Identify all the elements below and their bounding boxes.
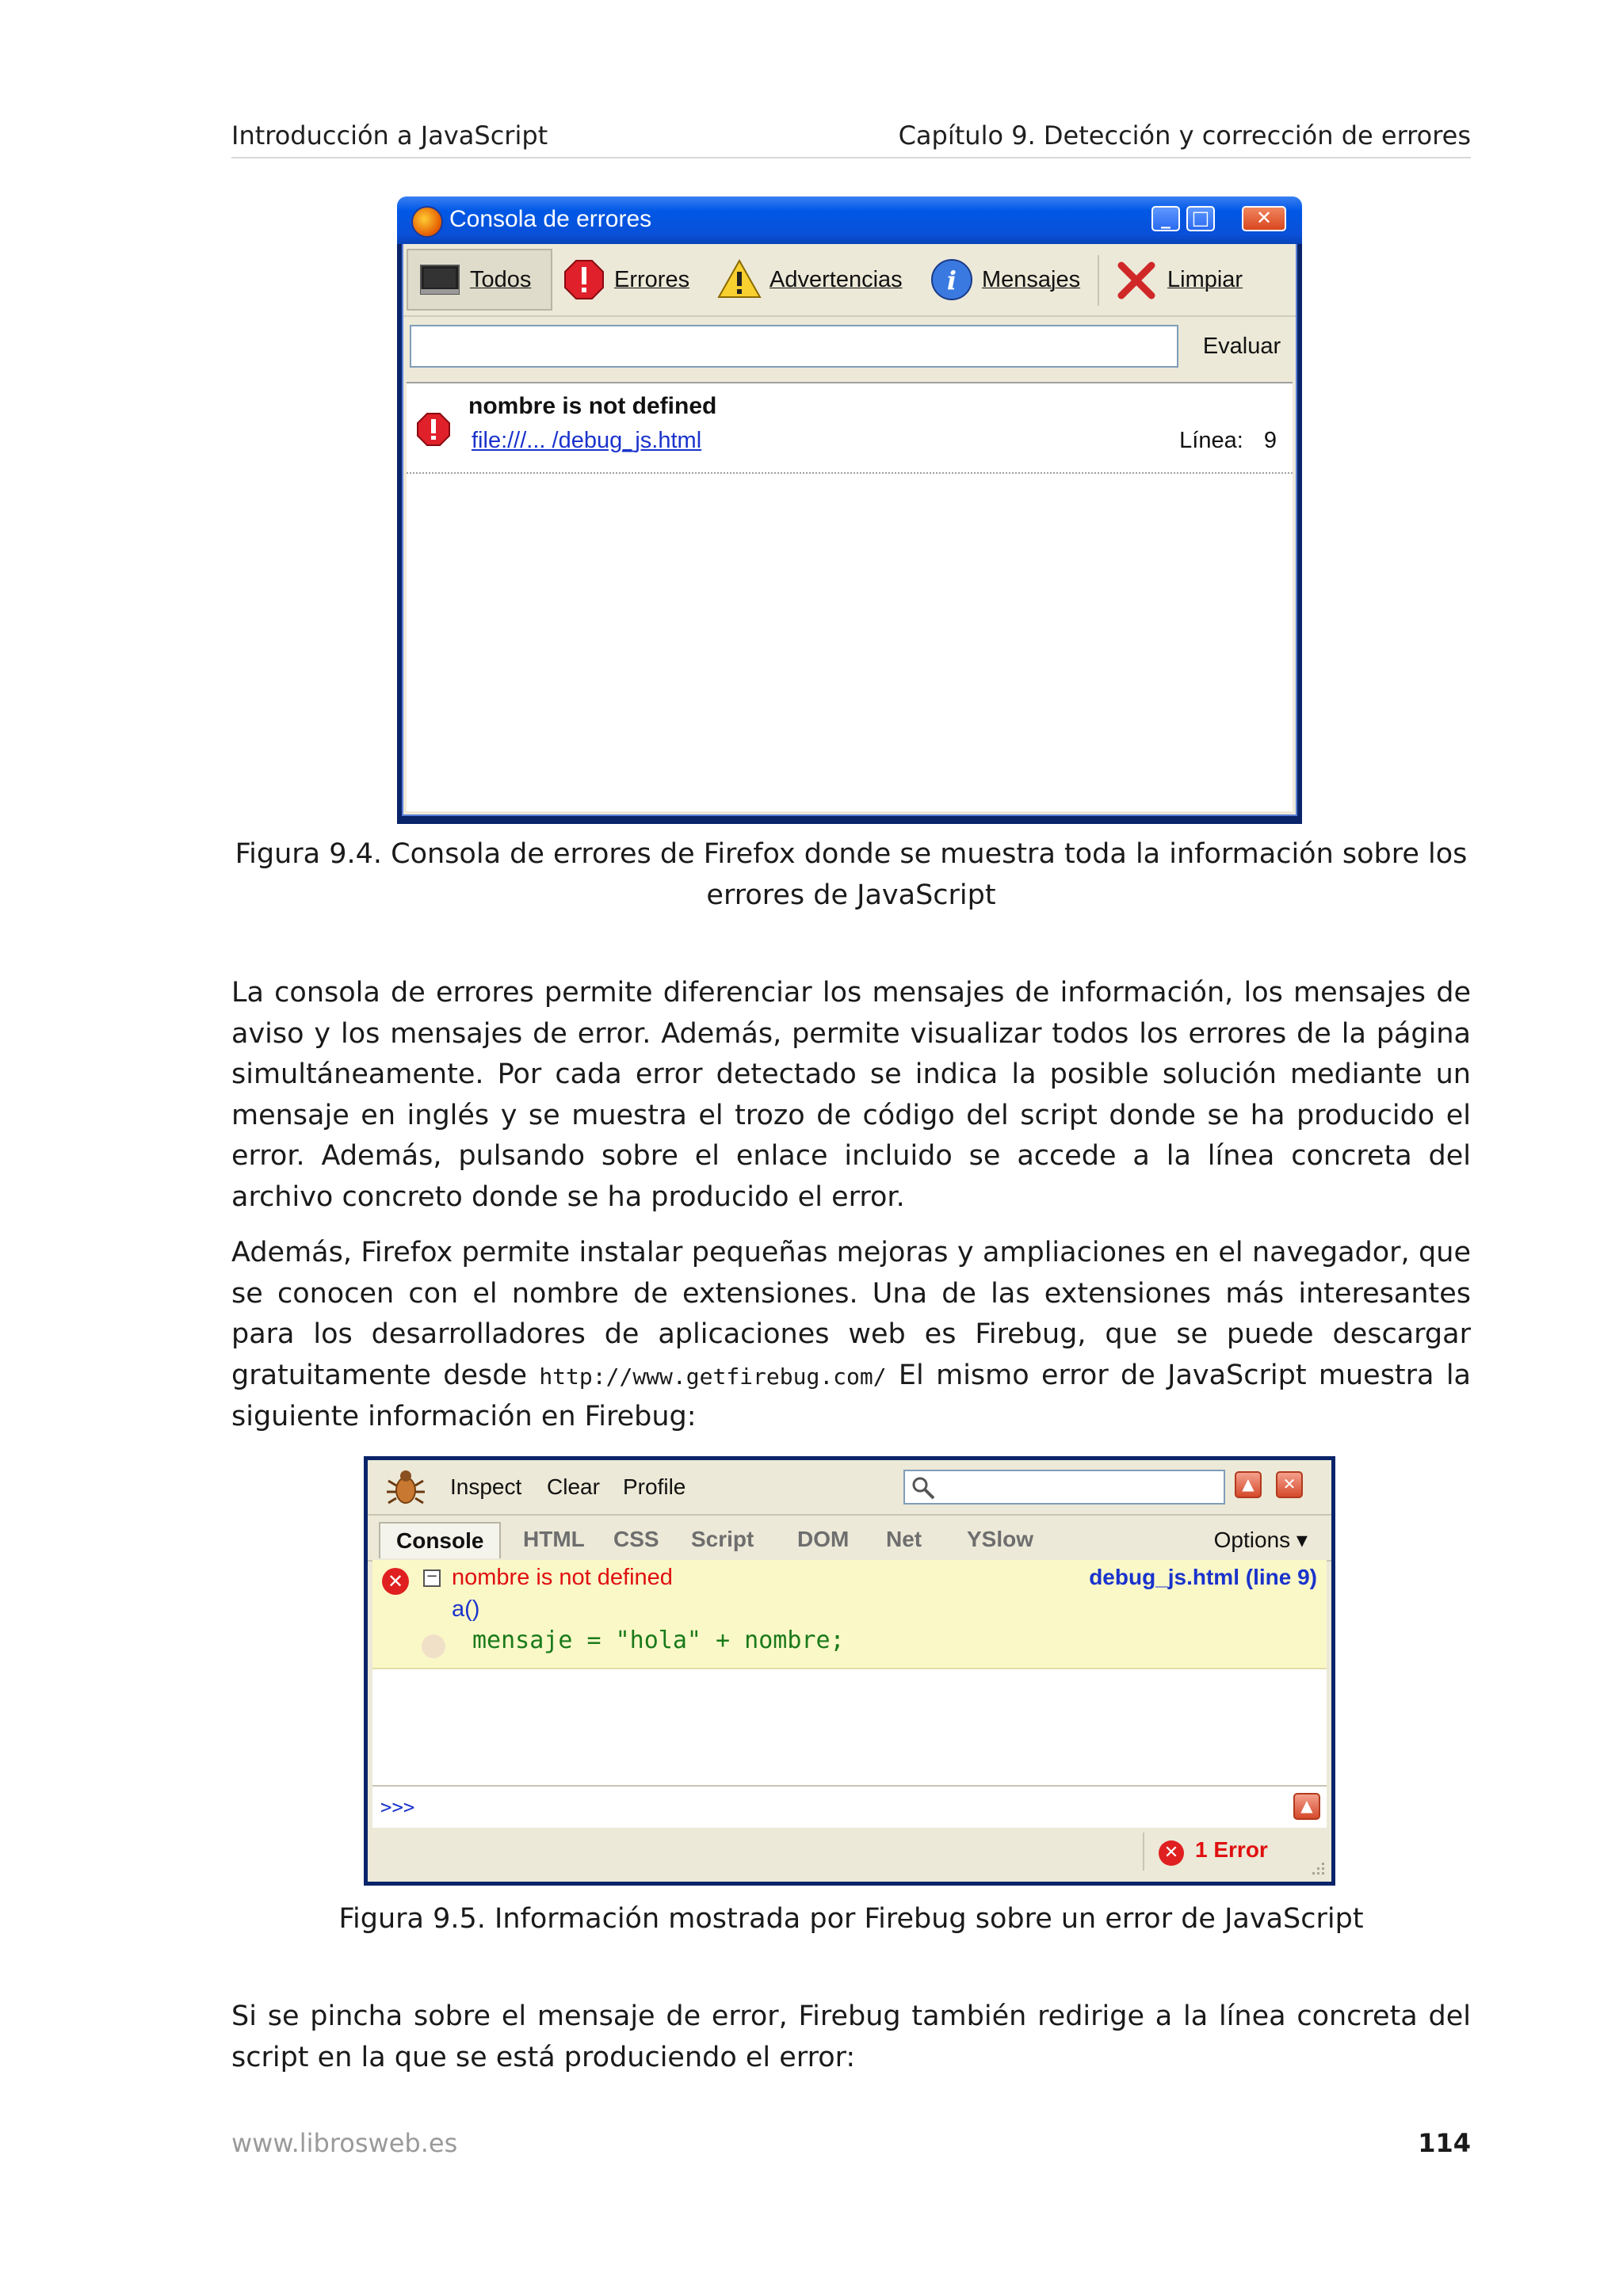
console-client-area: [402, 244, 1297, 816]
paragraph-firebug-redirect: Si se pincha sobre el mensaje de error, Firebug también redirige a la línea concreta del script en la que se está produciendo el error:: [231, 2000, 1471, 2073]
minimize-icon[interactable]: _: [1151, 206, 1180, 231]
clear-button[interactable]: [1115, 249, 1243, 311]
list-item[interactable]: [407, 383, 1293, 474]
command-prompt: >>>: [380, 1796, 415, 1818]
svg-text:i: i: [946, 265, 957, 296]
tab-css[interactable]: CSS: [613, 1527, 659, 1551]
expand-icon[interactable]: ▲: [1293, 1793, 1320, 1820]
detach-icon[interactable]: ▲: [1235, 1471, 1262, 1498]
options-menu[interactable]: Options ▾: [1213, 1527, 1308, 1552]
clear-button-label: Limpiar: [1167, 266, 1243, 292]
firebug-toolbar: [368, 1460, 1331, 1516]
firefox-icon: [411, 206, 443, 238]
paragraph-firebug-intro: [231, 1233, 1471, 1438]
page-header: [231, 119, 1471, 158]
evaluate-input[interactable]: [410, 325, 1178, 368]
window-title: Consola de errores: [449, 206, 652, 232]
tab-errores-label: Errores: [614, 266, 690, 292]
header-chapter-title: Capítulo 9. Detección y corrección de errores: [898, 120, 1471, 151]
tab-mensajes[interactable]: [930, 249, 1080, 311]
figure-caption-9-5: Figura 9.5. Información mostrada por Firebug sobre un error de JavaScript: [338, 1903, 1364, 1935]
tab-html[interactable]: HTML: [523, 1527, 585, 1551]
info-icon: [930, 257, 974, 302]
firebug-url[interactable]: http://www.getfirebug.com/: [539, 1363, 887, 1390]
evaluate-button[interactable]: Evaluar: [1202, 334, 1281, 359]
profile-button[interactable]: Profile: [623, 1474, 686, 1499]
tab-errores[interactable]: [562, 249, 689, 311]
maximize-icon[interactable]: □: [1186, 206, 1215, 231]
collapse-icon[interactable]: −: [423, 1569, 441, 1587]
error-line-number: Línea: 9: [1179, 428, 1277, 453]
tab-dom[interactable]: DOM: [797, 1527, 850, 1551]
status-divider: [1143, 1833, 1144, 1871]
tab-yslow[interactable]: YSlow: [967, 1527, 1034, 1551]
tab-todos[interactable]: [407, 249, 552, 311]
search-input[interactable]: [903, 1470, 1225, 1505]
tab-advertencias[interactable]: [717, 249, 903, 311]
stack-function-link[interactable]: a(): [452, 1596, 480, 1622]
page-footer: [231, 2128, 1471, 2160]
clear-button[interactable]: Clear: [547, 1474, 600, 1499]
tab-mensajes-label: Mensajes: [982, 266, 1081, 292]
status-bar: [368, 1826, 1331, 1882]
search-icon: [910, 1474, 937, 1501]
firebug-window: [364, 1456, 1335, 1886]
firebug-bug-icon[interactable]: [385, 1466, 426, 1508]
error-source-code: mensaje = "hola" + nombre;: [472, 1627, 845, 1654]
resize-grip-icon[interactable]: [1308, 1858, 1327, 1877]
close-icon[interactable]: ✕: [1242, 206, 1286, 231]
close-icon[interactable]: ✕: [1276, 1471, 1303, 1498]
window-titlebar[interactable]: [397, 196, 1302, 244]
footer-site[interactable]: www.librosweb.es: [231, 2128, 458, 2158]
command-line[interactable]: [372, 1785, 1327, 1828]
monitor-icon: [418, 257, 462, 302]
paragraph-text: Además, Firefox permite instalar pequeñas mejoras y ampliaciones en el navegador, que se conocen con el nombre de extensiones. Una de las extensiones más interesantes para los desarrolladores de aplicaciones web es Firebug, que se puede descargar gratuitamente desde: [231, 1237, 1471, 1391]
figure-caption-9-4: Figura 9.4. Consola de errores de Firefox donde se muestra toda la información sobre los errores de JavaScript: [235, 838, 1468, 911]
warning-icon: [717, 257, 762, 302]
console-output: [372, 1560, 1327, 1785]
error-count-badge[interactable]: 1 Error: [1195, 1837, 1268, 1862]
clear-x-icon: [1115, 257, 1159, 302]
breakpoint-icon[interactable]: [422, 1634, 445, 1658]
tab-advertencias-label: Advertencias: [769, 266, 903, 292]
error-console-window: [397, 196, 1302, 824]
tab-console[interactable]: Console: [379, 1522, 501, 1558]
tab-todos-label: Todos: [470, 266, 532, 292]
console-toolbar: [403, 244, 1296, 317]
paragraph-console-description: La consola de errores permite diferenciar los mensajes de información, los mensajes de aviso y los mensajes de error. Además, permite visualizar todos los errores de la página simultáneamente. Por cada error detectado se indica la posible solución mediante un mensaje en inglés y se muestra el trozo de código del script donde se ha producido el error. Además, pulsando sobre el enlace incluido se accede a la línea concreta del archivo concreto donde se ha producido el error.: [231, 977, 1471, 1213]
error-file-link[interactable]: file:///... /debug_js.html: [472, 428, 702, 453]
error-list: [407, 382, 1293, 811]
toolbar-separator: [1098, 255, 1099, 306]
inspect-button[interactable]: Inspect: [450, 1474, 522, 1499]
page-number: 114: [1418, 2128, 1471, 2158]
tab-script[interactable]: Script: [691, 1527, 754, 1551]
error-stop-icon: [562, 257, 606, 302]
error-source-link[interactable]: debug_js.html (line 9): [1089, 1565, 1317, 1589]
tab-net[interactable]: Net: [886, 1527, 922, 1551]
error-circle-icon: ✕: [382, 1568, 409, 1595]
error-circle-icon: ✕: [1159, 1840, 1184, 1866]
error-message: nombre is not defined: [468, 393, 717, 419]
error-stop-icon: [416, 412, 451, 447]
firebug-tabs: [368, 1516, 1331, 1562]
header-book-title: Introducción a JavaScript: [231, 120, 548, 151]
list-item[interactable]: [372, 1560, 1327, 1669]
paragraph-text: El mismo error de JavaScript muestra la siguiente información en Firebug:: [231, 1359, 1471, 1432]
evaluate-bar: [403, 317, 1296, 379]
error-message: nombre is not defined: [452, 1565, 673, 1590]
